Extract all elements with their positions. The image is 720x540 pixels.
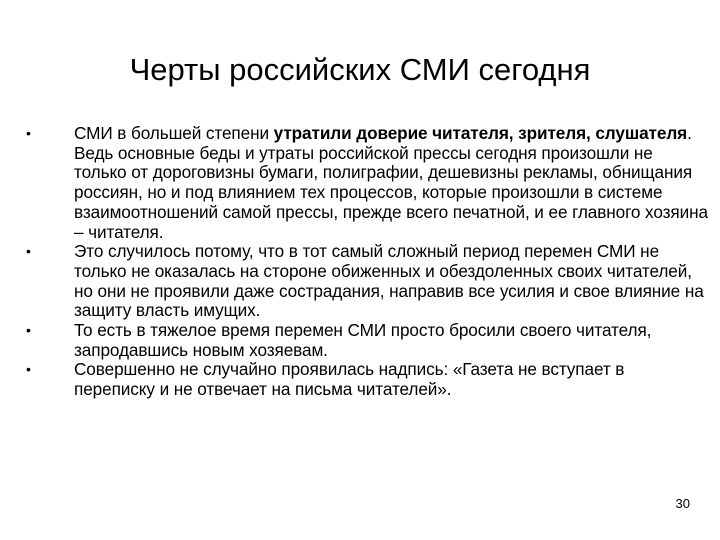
bullet-text: Совершенно не случайно проявилась надпись: «Газета не вступает в переписку и не отвечает на письма читателей». [74,359,625,400]
bullet-text: То есть в тяжелое время перемен СМИ просто бросили своего читателя, запродавшись новым хозяевам. [74,320,652,360]
bullet-item [26,360,708,399]
bullet-icon: • [26,322,31,339]
page-number: 30 [675,496,690,511]
bullet-text-rest: . Ведь основные беды и утраты российской прессы сегодня произошли не только от дороговизны бумаги, полиграфии, дешевизны рекламы, обнищания россиян, но и под влиянием тех процессов, которые произошли в системе взаимоотношений самой прессы, прежде всего печатной, и ее главного хозяина – читателя. [74,123,708,242]
bullet-list [26,124,708,400]
bullet-text: Это случилось потому, что в тот самый сложный период перемен СМИ не только не оказалась на стороне обиженных и обездоленных своих читателей, но они не проявили даже сострадания, направив все усилия и свое влияние на защиту власть имущих. [74,241,704,321]
slide-title: Черты российских СМИ сегодня [129,52,591,87]
bullet-icon: • [26,361,31,378]
bullet-icon: • [26,243,31,260]
bullet-text-bold: утратили доверие читателя, зрителя, слушателя [273,123,688,143]
bullet-item [26,321,708,360]
bullet-icon: • [26,125,31,141]
bullet-item [26,124,708,242]
bullet-item [26,242,708,321]
bullet-text-lead: СМИ в большей степени [74,123,274,143]
